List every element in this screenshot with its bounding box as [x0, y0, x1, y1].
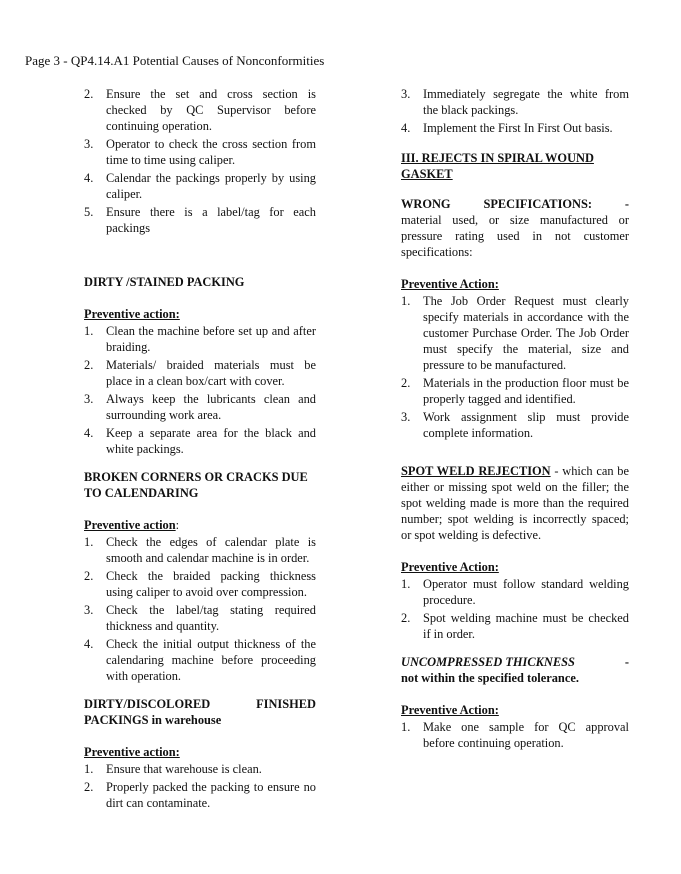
item-text: Ensure the set and cross section is checked by QC Supervisor before continuing operation.: [106, 87, 316, 133]
item-number: 1.: [401, 577, 411, 591]
heading-part: WRONG: [401, 197, 451, 211]
heading-part: DIRTY/DISCOLORED: [84, 697, 211, 711]
preventive-action-text: Preventive action: [84, 518, 176, 532]
uncompressed-heading: [401, 654, 629, 670]
item-number: 2.: [84, 87, 94, 101]
list-item: [84, 779, 316, 811]
heading-part: PACKINGS in warehouse: [84, 713, 222, 727]
item-number: 5.: [84, 205, 94, 219]
list-item: [401, 409, 629, 441]
item-number: 4.: [84, 426, 94, 440]
heading-part: UNCOMPRESSED THICKNESS: [401, 655, 575, 669]
item-number: 2.: [84, 358, 94, 372]
left-top-list: [84, 86, 316, 236]
wrong-specifications-heading: [401, 196, 629, 212]
preventive-action-label: Preventive Action:: [401, 277, 499, 291]
item-number: 1.: [84, 762, 94, 776]
wrong-specifications-list: [401, 293, 629, 441]
left-column: [84, 86, 316, 813]
item-number: 1.: [84, 535, 94, 549]
item-number: 3.: [401, 87, 411, 101]
item-text: Materials in the production floor must be properly tagged and identified.: [423, 376, 629, 406]
right-column: [401, 86, 629, 753]
item-number: 2.: [401, 611, 411, 625]
heading-part: SPECIFICATIONS:: [483, 197, 592, 211]
list-item: [84, 204, 316, 236]
item-number: 3.: [84, 392, 94, 406]
list-item: [84, 391, 316, 423]
item-text: Spot welding machine must be checked if in order.: [423, 611, 629, 641]
list-item: [84, 636, 316, 684]
wrong-specifications-description: material used, or size manufactured or pressure rating used in not customer specifications:: [401, 213, 629, 259]
item-text: Ensure that warehouse is clean.: [106, 762, 262, 776]
item-number: 2.: [401, 376, 411, 390]
heading-part: -: [624, 197, 629, 211]
item-text: The Job Order Request must clearly specify materials in accordance with the customer Purchase Order. The Job Order must specify the material, size and pressure to be manufactured.: [423, 294, 629, 372]
item-text: Check the braided packing thickness using caliper to avoid over compression.: [106, 569, 316, 599]
right-top-list: [401, 86, 629, 136]
list-item: [84, 86, 316, 134]
item-number: 3.: [84, 603, 94, 617]
page-header: Page 3 - QP4.14.A1 Potential Causes of Nonconformities: [25, 53, 325, 68]
list-item: [401, 576, 629, 608]
item-number: 3.: [401, 410, 411, 424]
item-text: Make one sample for QC approval before continuing operation.: [423, 720, 629, 750]
dirty-stained-heading: DIRTY /STAINED PACKING: [84, 275, 245, 289]
list-item: [401, 375, 629, 407]
discolored-heading-line: [84, 696, 316, 712]
item-number: 4.: [401, 121, 411, 135]
item-text: Always keep the lubricants clean and surrounding work area.: [106, 392, 316, 422]
preventive-action-label: Preventive Action:: [401, 560, 499, 574]
list-item: [84, 357, 316, 389]
item-number: 1.: [401, 294, 411, 308]
discolored-list: [84, 761, 316, 811]
list-item: [84, 136, 316, 168]
heading-part: FINISHED: [256, 697, 316, 711]
item-text: Calendar the packings properly by using caliper.: [106, 171, 316, 201]
item-text: Operator must follow standard welding procedure.: [423, 577, 629, 607]
list-item: [84, 568, 316, 600]
item-number: 2.: [84, 569, 94, 583]
preventive-action-label: Preventive Action:: [401, 703, 499, 717]
item-number: 2.: [84, 780, 94, 794]
item-text: Check the label/tag stating required thickness and quantity.: [106, 603, 316, 633]
preventive-action-label: Preventive action:: [84, 307, 180, 321]
broken-corners-heading: BROKEN CORNERS OR CRACKS DUE TO CALENDARING: [84, 470, 308, 500]
heading-part: -: [624, 655, 629, 669]
item-number: 1.: [84, 324, 94, 338]
list-item: [84, 761, 316, 777]
preventive-action-label: [84, 517, 316, 533]
item-number: 3.: [84, 137, 94, 151]
item-text: Immediately segregate the white from the black packings.: [423, 87, 629, 117]
list-item: [84, 534, 316, 566]
item-text: Keep a separate area for the black and white packings.: [106, 426, 316, 456]
list-item: [401, 293, 629, 373]
item-text: Ensure there is a label/tag for each packings: [106, 205, 316, 235]
uncompressed-description: not within the specified tolerance.: [401, 671, 579, 685]
list-item: [401, 610, 629, 642]
item-text: Work assignment slip must provide complete information.: [423, 410, 629, 440]
item-text: Operator to check the cross section from time to time using caliper.: [106, 137, 316, 167]
list-item: [84, 323, 316, 355]
list-item: [84, 425, 316, 457]
preventive-action-label: Preventive action:: [84, 745, 180, 759]
discolored-heading: [84, 696, 316, 728]
item-text: Implement the First In First Out basis.: [423, 121, 613, 135]
item-number: 1.: [401, 720, 411, 734]
list-item: [401, 719, 629, 751]
wrong-specifications: [401, 196, 629, 260]
list-item: [401, 86, 629, 118]
spot-weld-description: - which can be either or missing spot weld on the filler; the spot welding made is more than the required number; spot welding is incorrectly spaced; or spot welding is defective.: [401, 464, 629, 542]
broken-corners-list: [84, 534, 316, 684]
spot-weld-paragraph: [401, 463, 629, 543]
list-item: [84, 170, 316, 202]
colon: :: [175, 518, 180, 532]
item-text: Check the initial output thickness of the calendaring machine before proceeding with operation.: [106, 637, 316, 683]
item-text: Properly packed the packing to ensure no dirt can contaminate.: [106, 780, 316, 810]
item-text: Check the edges of calendar plate is smooth and calendar machine is in order.: [106, 535, 316, 565]
uncompressed-list: [401, 719, 629, 751]
list-item: [84, 602, 316, 634]
dirty-stained-list: [84, 323, 316, 457]
spot-weld-list: [401, 576, 629, 642]
spot-weld-heading: SPOT WELD REJECTION: [401, 464, 551, 478]
uncompressed-thickness: [401, 654, 629, 686]
item-number: 4.: [84, 637, 94, 651]
item-text: Materials/ braided materials must be place in a clean box/cart with cover.: [106, 358, 316, 388]
item-number: 4.: [84, 171, 94, 185]
item-text: Clean the machine before set up and after braiding.: [106, 324, 316, 354]
list-item: [401, 120, 629, 136]
section-heading: III. REJECTS IN SPIRAL WOUND GASKET: [401, 151, 594, 181]
